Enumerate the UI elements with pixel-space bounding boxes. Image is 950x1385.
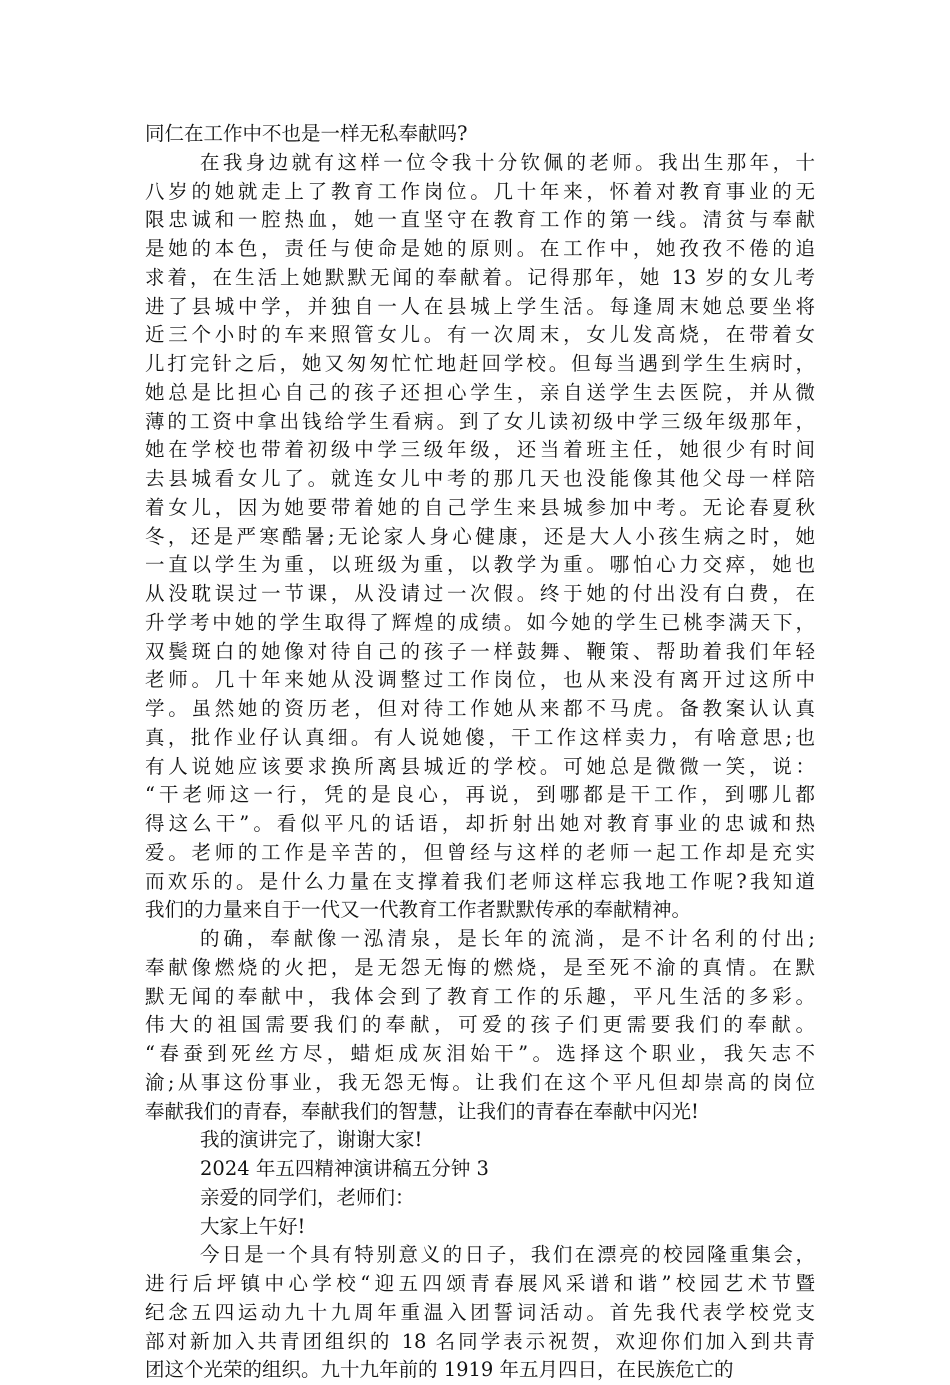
- document-body: [145, 120, 815, 1385]
- text-line: 求着，在生活上她默默无闻的奉献着。记得那年，她 13 岁的女儿考: [145, 265, 815, 289]
- text-line: 冬，还是严寒酷暑;无论家人身心健康，还是大人小孩生病之时，她: [145, 524, 815, 548]
- text-line: 升学考中她的学生取得了辉煌的成绩。如今她的学生已桃李满天下，: [145, 610, 815, 634]
- text-line: 真，批作业仔认真细。有人说她傻，干工作这样卖力，有啥意思;也: [145, 725, 815, 749]
- text-line: 她总是比担心自己的孩子还担心学生，亲自送学生去医院，并从微: [145, 380, 815, 404]
- text-line: 双鬓斑白的她像对待自己的孩子一样鼓舞、鞭策、帮助着我们年轻: [145, 639, 815, 663]
- text-line: 2024 年五四精神演讲稿五分钟 3: [200, 1157, 489, 1180]
- text-line: 的确，奉献像一泓清泉，是长年的流淌，是不计名利的付出;: [200, 927, 815, 950]
- text-line: 部对新加入共青团组织的 18 名同学表示祝贺，欢迎你们加入到共青: [145, 1329, 815, 1353]
- text-line: 伟大的祖国需要我们的奉献，可爱的孩子们更需要我们的奉献。: [145, 1013, 815, 1037]
- text-line: 亲爱的同学们，老师们：: [200, 1185, 415, 1209]
- text-line: 她在学校也带着初级中学三级年级，还当着班主任，她很少有时间: [145, 438, 815, 462]
- text-line: 限忠诚和一腔热血，她一直坚守在教育工作的第一线。清贫与奉献: [145, 208, 815, 232]
- text-line: 奉献我们的青春，奉献我们的智慧，让我们的青春在奉献中闪光!: [145, 1099, 699, 1123]
- text-line: 默无闻的奉献中，我体会到了教育工作的乐趣，平凡生活的多彩。: [145, 984, 815, 1008]
- text-line: 从没耽误过一节课，从没请过一次假。终于她的付出没有白费，在: [145, 582, 815, 605]
- text-line: “春蚕到死丝方尽，蜡炬成灰泪始干”。选择这个职业，我矢志不: [145, 1042, 815, 1065]
- text-line: 我们的力量来自于一代又一代教育工作者默默传承的奉献精神。: [145, 898, 692, 922]
- text-line: 八岁的她就走上了教育工作岗位。几十年来，怀着对教育事业的无: [145, 179, 815, 203]
- text-line: 奉献像燃烧的火把，是无怨无悔的燃烧，是至死不渝的真情。在默: [145, 955, 815, 979]
- text-line: 学。虽然她的资历老，但对待工作她从来都不马虎。备教案认认真: [145, 697, 815, 720]
- text-line: 近三个小时的车来照管女儿。有一次周末，女儿发高烧，在带着女: [145, 323, 815, 347]
- text-line: 薄的工资中拿出钱给学生看病。到了女儿读初级中学三级年级那年，: [145, 409, 815, 433]
- text-line: 渝;从事这份事业，我无怨无悔。让我们在这个平凡但却崇高的岗位: [145, 1070, 815, 1094]
- text-line: 进行后坪镇中心学校“迎五四颂青春展风采谱和谐”校园艺术节暨: [145, 1272, 815, 1295]
- text-line: 大家上午好!: [200, 1214, 306, 1238]
- text-line: 有人说她应该要求换所离县城近的学校。可她总是微微一笑，说：: [145, 754, 815, 778]
- text-line: 去县城看女儿了。就连女儿中考的那几天也没能像其他父母一样陪: [145, 467, 815, 490]
- text-line: 是她的本色，责任与使命是她的原则。在工作中，她孜孜不倦的追: [145, 237, 815, 260]
- text-line: 爱。老师的工作是辛苦的，但曾经与这样的老师一起工作却是充实: [145, 840, 815, 864]
- text-line: 得这么干”。看似平凡的话语，却折射出她对教育事业的忠诚和热: [145, 812, 815, 835]
- text-line: 一直以学生为重，以班级为重，以教学为重。哪怕心力交瘁，她也: [145, 553, 815, 577]
- text-line: “干老师这一行，凭的是良心，再说，到哪都是干工作，到哪儿都: [145, 783, 815, 807]
- text-line: 同仁在工作中不也是一样无私奉献吗?: [145, 122, 468, 145]
- text-line: 纪念五四运动九十九周年重温入团誓词活动。首先我代表学校党支: [145, 1300, 815, 1324]
- text-line: 进了县城中学，并独自一人在县城上学生活。每逢周末她总要坐将: [145, 294, 815, 318]
- text-line: 我的演讲完了，谢谢大家!: [200, 1128, 423, 1152]
- text-line: 在我身边就有这样一位令我十分钦佩的老师。我出生那年，十: [200, 150, 815, 174]
- text-line: 老师。几十年来她从没调整过工作岗位，也从来没有离开过这所中: [145, 668, 815, 692]
- text-line: 团这个光荣的组织。九十九年前的 1919 年五月四日，在民族危亡的: [145, 1358, 734, 1382]
- text-line: 着女儿，因为她要带着她的自己学生来县城参加中考。无论春夏秋: [145, 495, 815, 519]
- text-line: 而欢乐的。是什么力量在支撑着我们老师这样忘我地工作呢?我知道: [145, 869, 815, 893]
- text-line: 今日是一个具有特别意义的日子，我们在漂亮的校园隆重集会，: [200, 1243, 815, 1267]
- text-line: 儿打完针之后，她又匆匆忙忙地赶回学校。但每当遇到学生生病时，: [145, 352, 815, 375]
